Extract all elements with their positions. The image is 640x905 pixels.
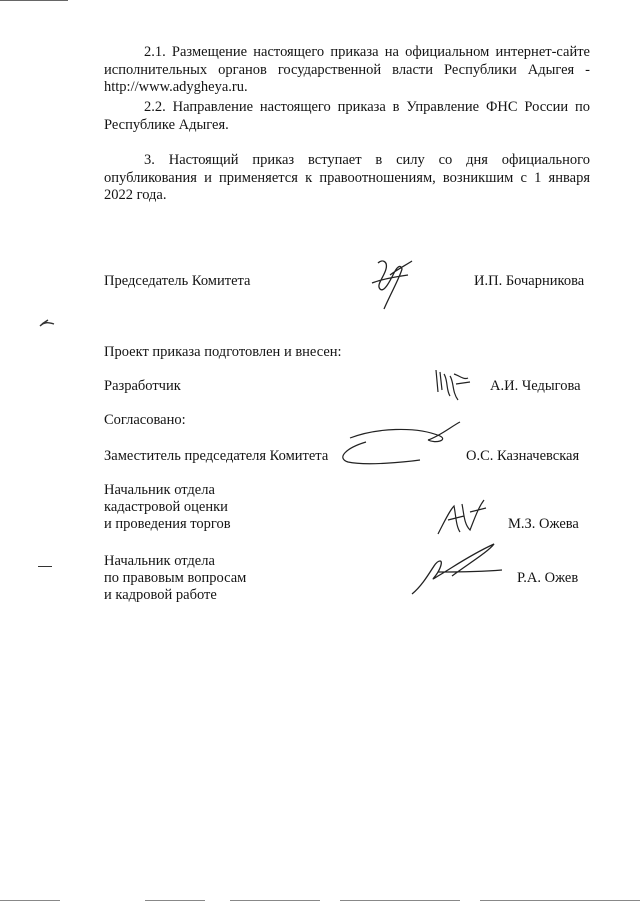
scan-edge-mark-top bbox=[0, 0, 68, 1]
legal-head-title-line-3: и кадровой работе bbox=[104, 587, 217, 603]
cadastre-head-signature bbox=[434, 496, 490, 540]
paragraph-2-1 bbox=[104, 44, 590, 97]
developer-title: Разработчик bbox=[104, 378, 181, 394]
paragraph-2-2-text: 2.2. Направление настоящего приказа в Управление ФНС России по Республике Адыгея. bbox=[104, 99, 590, 133]
cadastre-head-title-line-3: и проведения торгов bbox=[104, 516, 231, 532]
cadastre-head-title-line-2: кадастровой оценки bbox=[104, 499, 228, 515]
deputy-name: О.С. Казначевская bbox=[466, 448, 580, 464]
deputy-signature bbox=[336, 418, 466, 468]
margin-mark bbox=[38, 318, 56, 330]
developer-name: А.И. Чедыгова bbox=[490, 378, 581, 394]
scan-edge-mark-bottom-2 bbox=[145, 900, 205, 901]
legal-head-title-line-1: Начальник отдела bbox=[104, 553, 215, 569]
scan-edge-mark-bottom-1 bbox=[0, 900, 60, 901]
scan-edge-mark-bottom-5 bbox=[480, 900, 640, 901]
legal-head-signature bbox=[408, 542, 508, 598]
paragraph-3-text: 3. Настоящий приказ вступает в силу со дня официального опубликования и применяется к правоотношениям, возникшим с 1 января 2022 года. bbox=[104, 152, 590, 203]
developer-signature bbox=[430, 366, 474, 404]
chairman-name: И.П. Бочарникова bbox=[474, 273, 585, 289]
scan-edge-mark-bottom-4 bbox=[340, 900, 460, 901]
prepared-by-label: Проект приказа подготовлен и внесен: bbox=[104, 344, 342, 360]
paragraph-3 bbox=[104, 152, 590, 205]
agreed-label: Согласовано: bbox=[104, 412, 186, 428]
deputy-title: Заместитель председателя Комитета bbox=[104, 448, 329, 464]
chairman-signature bbox=[360, 255, 420, 315]
legal-head-title-line-2: по правовым вопросам bbox=[104, 570, 247, 586]
chairman-title: Председатель Комитета bbox=[104, 273, 251, 289]
margin-mark-2 bbox=[38, 566, 52, 567]
cadastre-head-title-line-1: Начальник отдела bbox=[104, 482, 215, 498]
paragraph-2-1-text: 2.1. Размещение настоящего приказа на официальном интернет-сайте исполнительных органов государственной власти Республики Адыгея - http://www.adygheya.ru. bbox=[104, 44, 590, 95]
scan-edge-mark-bottom-3 bbox=[230, 900, 320, 901]
paragraph-2-2 bbox=[104, 99, 590, 134]
legal-head-name: Р.А. Ожев bbox=[517, 570, 579, 586]
cadastre-head-name: М.З. Ожева bbox=[508, 516, 579, 532]
